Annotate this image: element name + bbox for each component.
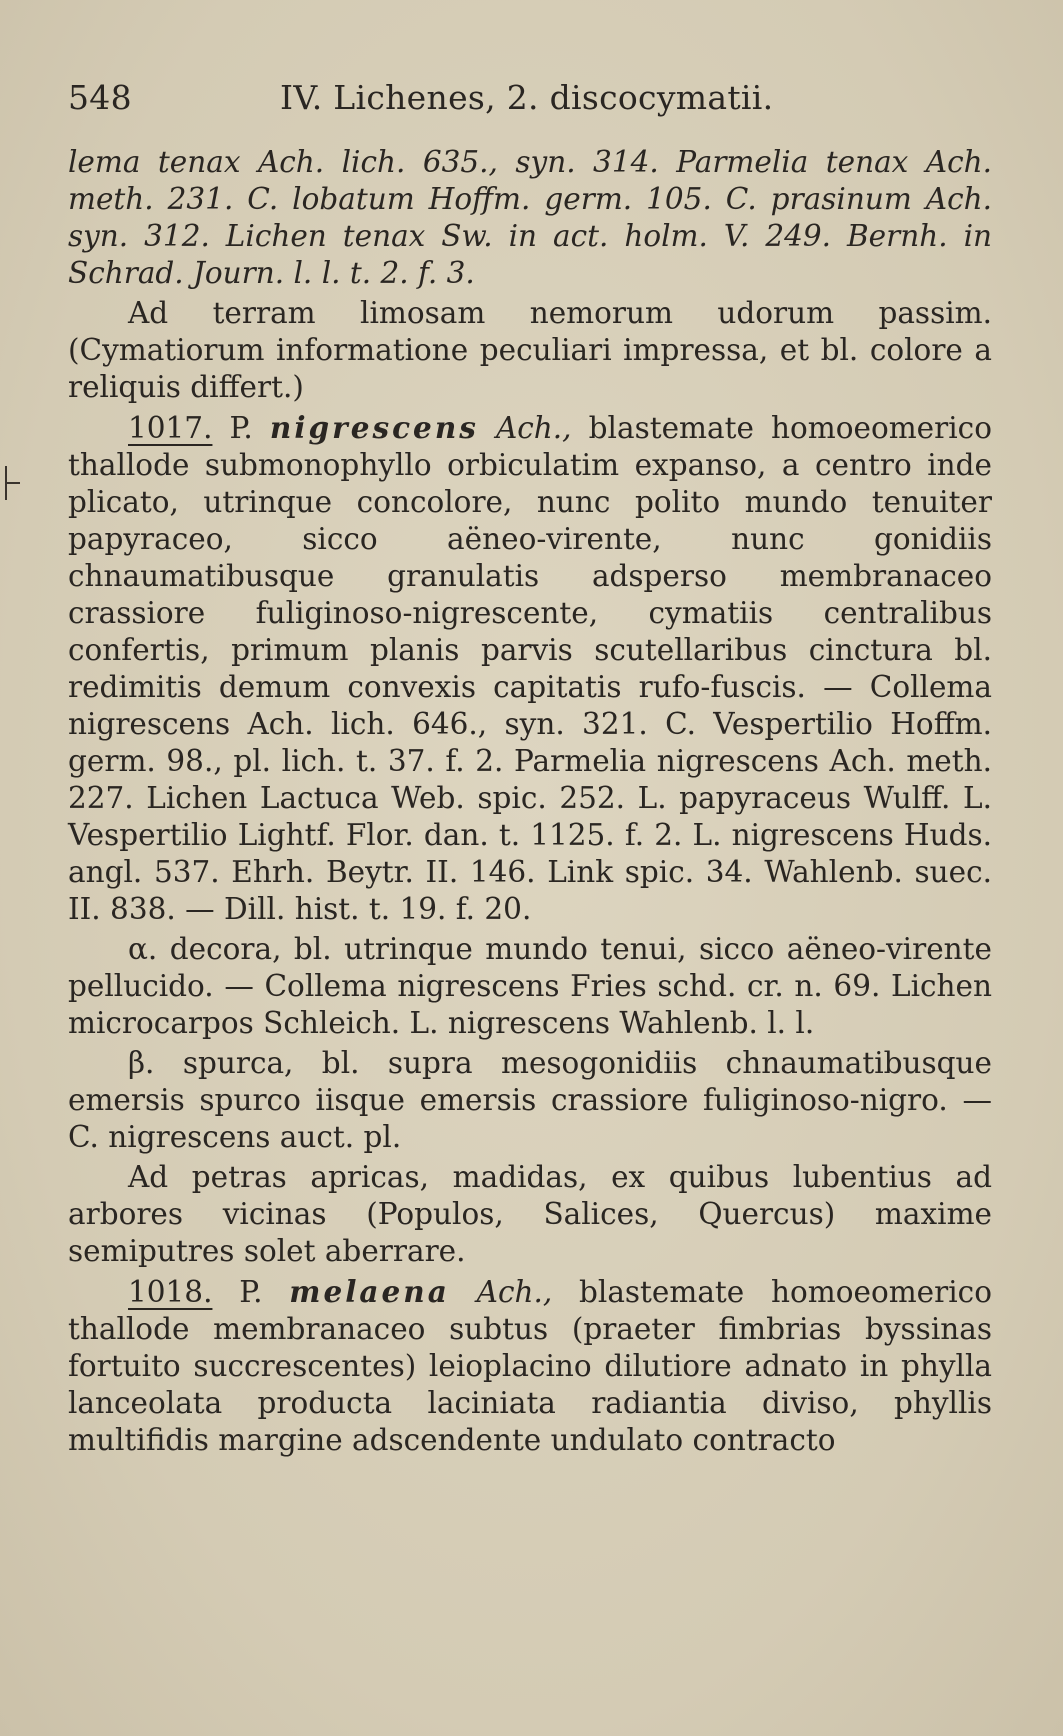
genus-abbrev: P. [229,411,253,445]
paragraph-text: α. decora, bl. utrinque mundo tenui, sicco aëneo-virente pellucido. — Collema nigrescens Fries schd. cr. n. 69. Lichen microcarpos Schleich. L. nigrescens Wahlenb. l. l. [68,932,992,1040]
page-body [68,144,992,1459]
author-abbrev: Ach., [476,1275,553,1309]
page-number: 548 [68,78,132,117]
entry-description: blastemate homoeomerico thallode membranaceo subtus (praeter fimbrias byssinas fortuito succrescentes) leioplacino dilutiore adnato in phylla lanceolata producta laciniata radiantia diviso, phyllis multifidis margine adscendente undulato contracto [68,1275,992,1457]
habitat-paragraph [68,295,992,406]
margin-mark-icon [0,466,22,500]
paragraph-text: Ad terram limosam nemorum udorum passim. (Cymatiorum informatione peculiari impressa, et bl. colore a reliquis differt.) [68,296,992,404]
variety-beta [68,1045,992,1156]
running-title: IV. Lichenes, 2. discocymatii. [280,78,774,117]
species-name: nigrescens [269,410,479,445]
species-entry [68,1273,992,1459]
paragraph-text: β. spurca, bl. supra mesogonidiis chnaumatibusque emersis spurco iisque emersis crassiore fuliginoso-nigro. — C. nigrescens auct. pl. [68,1046,992,1154]
paragraph-text: Ad petras apricas, madidas, ex quibus lubentius ad arbores vicinas (Populos, Salices, Quercus) maxime semiputres solet aberrare. [68,1160,992,1268]
paragraph-text: lema tenax Ach. lich. 635., syn. 314. Parmelia tenax Ach. meth. 231. C. lobatum Hoffm. germ. 105. C. prasinum Ach. syn. 312. Lichen tenax Sw. in act. holm. V. 249. Bernh. in Schrad. Journ. l. l. t. 2. f. 3. [68,145,992,290]
running-head [68,78,998,118]
habitat-paragraph [68,1159,992,1270]
entry-description: blastemate homoeomerico thallode submonophyllo orbiculatim expanso, a centro inde plicato, utrinque concolore, nunc polito mundo tenuiter papyraceo, sicco aëneo-virente, nunc gonidiis chnaumatibusque granulatis adsperso membranaceo crassiore fuliginoso-nigrescente, cymatiis centralibus confertis, primum planis parvis scutellaribus cinctura bl. redimitis demum convexis capitatis rufo-fuscis. — Collema nigrescens Ach. lich. 646., syn. 321. C. Vespertilio Hoffm. germ. 98., pl. lich. t. 37. f. 2. Parmelia nigrescens Ach. meth. 227. Lichen Lactuca Web. spic. 252. L. papyraceus Wulff. L. Vespertilio Lightf. Flor. dan. t. 1125. f. 2. L. nigrescens Huds. angl. 537. Ehrh. Beytr. II. 146. Link spic. 34. Wahlenb. suec. II. 838. — Dill. hist. t. 19. f. 20. [68,411,992,926]
entry-number: 1018. [128,1275,213,1309]
synonymy-paragraph [68,144,992,292]
variety-alpha [68,931,992,1042]
author-abbrev: Ach., [495,411,572,445]
species-name: melaena [289,1274,450,1309]
species-entry [68,409,992,928]
entry-number: 1017. [128,411,213,445]
genus-abbrev: P. [239,1275,263,1309]
